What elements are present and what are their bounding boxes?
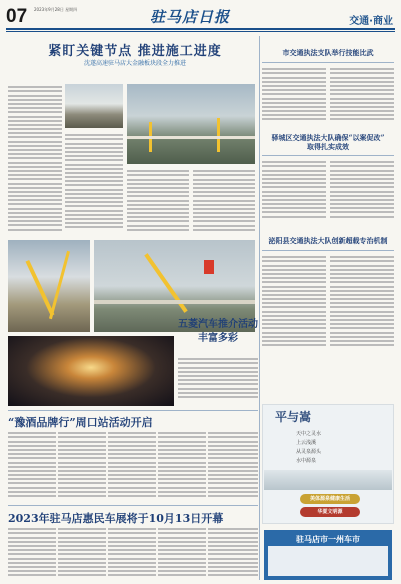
lead-photo-small — [65, 84, 123, 128]
right-lower-rule — [262, 250, 394, 251]
right-lower-headline: 泌阳县交通执法大队创新超载专治机制 — [268, 236, 388, 245]
bottom-story-headline: 2023年驻马店惠民车展将于10月13日开幕 — [8, 512, 224, 525]
mid-story-headline: “豫酒品牌行”周口站活动开启 — [8, 416, 153, 429]
auto-show-text — [178, 356, 258, 402]
car-market-banner-title: 驻马店市一州车市 — [296, 535, 360, 544]
right-middle-text-2 — [330, 159, 394, 221]
ad-slogan — [296, 430, 321, 466]
ad-button-2: 华夏文明源 — [300, 507, 360, 517]
ad-slogan-line: 上云浅溪 — [296, 440, 317, 446]
lead-text-col-1 — [8, 84, 62, 234]
bottom-story-text-3 — [108, 526, 156, 580]
mid-story-text-5 — [208, 430, 258, 502]
lead-text-col-2 — [65, 132, 123, 234]
ad-button-1: 美体源泉健康生活 — [300, 494, 360, 504]
bottom-story-text-4 — [158, 526, 206, 580]
lead-text-col-3 — [127, 168, 189, 234]
right-middle-headline-line2: 取得扎实成效 — [307, 142, 349, 151]
right-middle-headline — [262, 133, 394, 151]
auto-show-title-line1: 五菱汽车推介活动 — [178, 319, 258, 330]
right-top-text-1 — [262, 66, 326, 126]
bottom-story-text-1 — [8, 526, 56, 580]
column-divider — [259, 36, 260, 580]
lead-subhead: 沈遂高速驻马店大金融板块段全力推进 — [83, 60, 186, 67]
auto-show-photo — [8, 336, 174, 406]
dateline: 2023年9月28日 星期四 — [34, 7, 78, 12]
right-top-rule — [262, 62, 394, 63]
ad-mountain — [264, 470, 392, 490]
right-middle-headline-line1: 驿城区交通执法大队确保“以案促改” — [271, 133, 385, 142]
right-lower-text-1 — [262, 254, 326, 354]
right-top-headline: 市交通执法支队举行技能比武 — [282, 48, 374, 57]
ad-slogan-line: 天中之灵水 — [296, 431, 322, 437]
lead-photo-bridge — [127, 84, 255, 164]
masthead: 驻马店日报 — [150, 8, 231, 26]
right-top-text-2 — [330, 66, 394, 126]
bottom-story-rule — [8, 505, 258, 506]
auto-show-title-line2: 丰富多彩 — [198, 333, 238, 344]
right-lower-text-2 — [330, 254, 394, 354]
mid-story-text-1 — [8, 430, 56, 502]
right-middle-text-1 — [262, 159, 326, 221]
mid-story-rule — [8, 410, 258, 411]
lead-photo-crane-left — [8, 240, 90, 332]
bottom-story-text-5 — [208, 526, 258, 580]
lead-headline: 紧盯关键节点 推进施工进度 — [48, 44, 222, 59]
mid-story-text-3 — [108, 430, 156, 502]
ad-slogan-line: 水中源泉 — [296, 458, 317, 464]
header-rule — [6, 28, 395, 30]
section-title: 交通·商业 — [349, 16, 393, 27]
mid-story-text-2 — [58, 430, 106, 502]
mid-story-text-4 — [158, 430, 206, 502]
header-rule-thin — [6, 31, 395, 32]
bottom-story-text-2 — [58, 526, 106, 580]
lead-text-col-4 — [193, 168, 255, 234]
car-market-banner-body — [268, 546, 388, 576]
ad-logo: 平与嵩 — [275, 410, 312, 424]
auto-show-title — [178, 318, 258, 346]
ad-slogan-line: 从灵泉源头 — [296, 449, 322, 455]
page-number: 07 — [6, 6, 28, 27]
right-middle-rule — [262, 155, 394, 156]
